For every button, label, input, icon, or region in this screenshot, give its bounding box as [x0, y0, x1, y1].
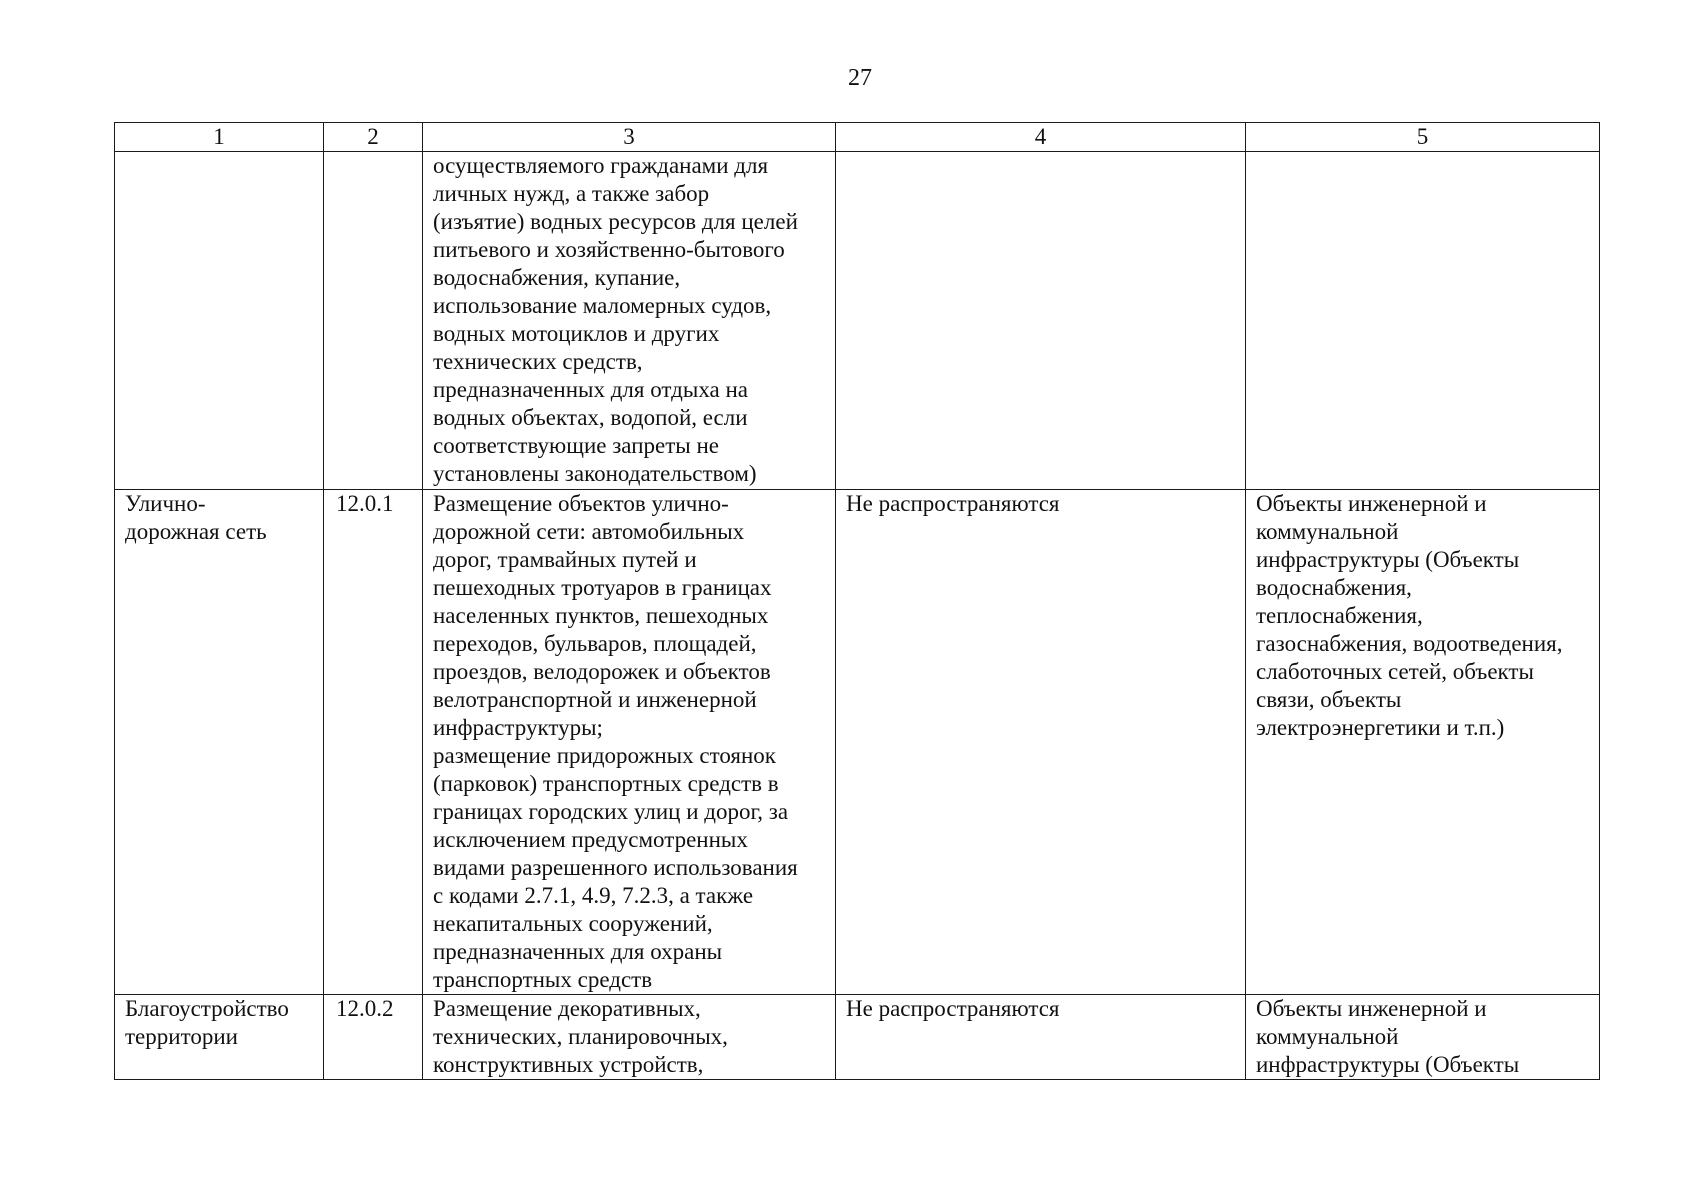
column-header-5: 5: [1246, 123, 1600, 152]
cell-use-description: осуществляемого гражданами для личных нужд, а также забор (изъятие) водных ресурсов для целей питьевого и хозяйственно-бытового водоснабжения, купание, использование маломерных судов, водных мотоциклов и других технических средств, предназначенных для отдыха на водных объектах, водопой, если соответствующие запреты не установлены законодательством): [423, 152, 836, 490]
cell-use-description: Размещение декоративных, технических, планировочных, конструктивных устройств,: [423, 995, 836, 1080]
page-number: 27: [848, 65, 872, 91]
table-row: [115, 995, 1600, 1080]
cell-use-name: Улично- дорожная сеть: [115, 490, 324, 995]
table-header-row: [115, 123, 1600, 152]
cell-use-name: [115, 152, 324, 490]
cell-column-4: [836, 152, 1246, 490]
table-row: [115, 490, 1600, 995]
cell-column-5: Объекты инженерной и коммунальной инфраструктуры (Объекты водоснабжения, теплоснабжения, газоснабжения, водоотведения, слаботочных сетей, объекты связи, объекты электроэнергетики и т.п.): [1246, 490, 1600, 995]
column-header-1: 1: [115, 123, 324, 152]
cell-use-code: 12.0.1: [324, 490, 423, 995]
cell-column-4: Не распространяются: [836, 490, 1246, 995]
table-row: [115, 152, 1600, 490]
cell-column-4: Не распространяются: [836, 995, 1246, 1080]
cell-use-name: Благоустройство территории: [115, 995, 324, 1080]
cell-column-5: Объекты инженерной и коммунальной инфраструктуры (Объекты: [1246, 995, 1600, 1080]
cell-column-5: [1246, 152, 1600, 490]
column-header-3: 3: [423, 123, 836, 152]
column-header-2: 2: [324, 123, 423, 152]
cell-use-code: [324, 152, 423, 490]
cell-use-code: 12.0.2: [324, 995, 423, 1080]
column-header-4: 4: [836, 123, 1246, 152]
land-use-table: [114, 122, 1600, 1080]
cell-use-description: Размещение объектов улично- дорожной сети: автомобильных дорог, трамвайных путей и пешеходных тротуаров в границах населенных пунктов, пешеходных переходов, бульваров, площадей, проездов, велодорожек и объектов велотранспортной и инженерной инфраструктуры; размещение придорожных стоянок (парковок) транспортных средств в границах городских улиц и дорог, за исключением предусмотренных видами разрешенного использования с кодами 2.7.1, 4.9, 7.2.3, а также некапитальных сооружений, предназначенных для охраны транспортных средств: [423, 490, 836, 995]
